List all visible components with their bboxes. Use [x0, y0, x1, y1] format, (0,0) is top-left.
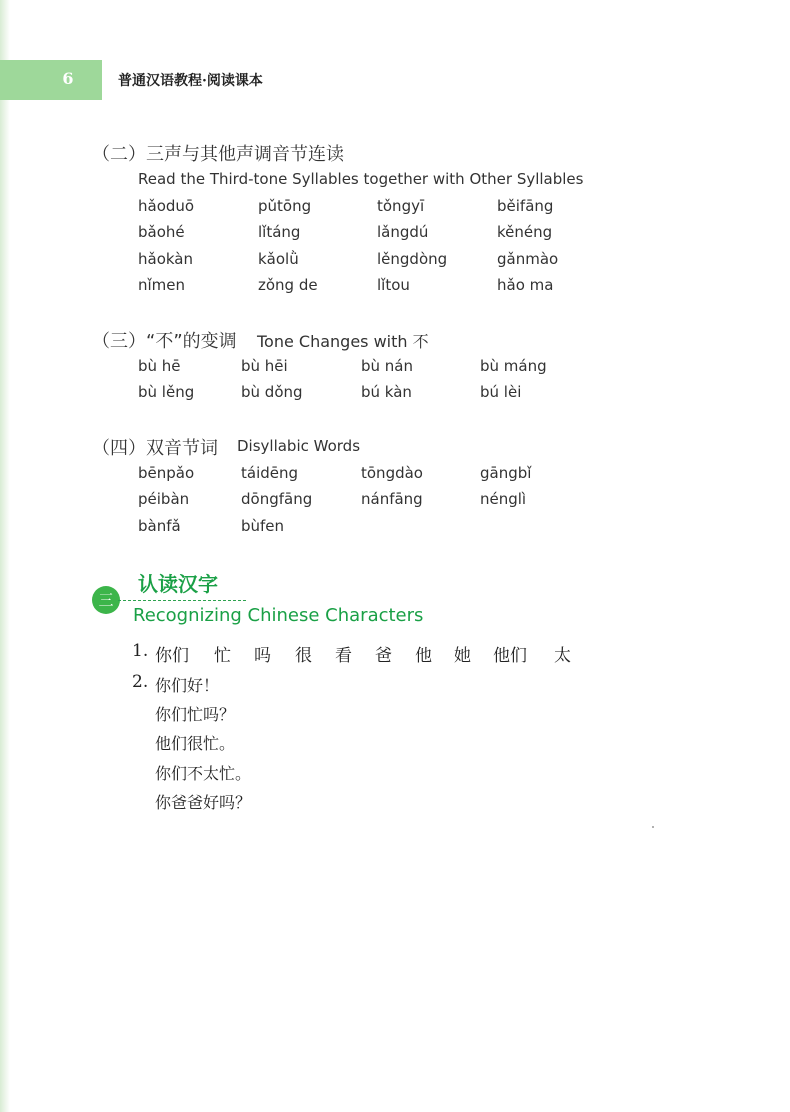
pinyin-item: lǐtou — [377, 276, 410, 294]
section-2-title-en: Read the Third-tone Syllables together with Other Syllables — [138, 170, 584, 188]
item-2-lead-sentence: 你们好！ — [155, 676, 220, 695]
pinyin-item: dōngfāng — [241, 490, 313, 508]
pinyin-item: bù hē — [138, 357, 181, 375]
pinyin-item: bù máng — [480, 357, 547, 375]
pinyin-item: gǎnmào — [497, 250, 559, 268]
pinyin-item: bǎohé — [138, 223, 185, 241]
pinyin-item: běifāng — [497, 197, 554, 215]
pinyin-item: zǒng de — [258, 276, 318, 294]
pinyin-item: tōngdào — [361, 464, 423, 482]
section-4-title-zh: （四）双音节词 — [92, 438, 218, 459]
pinyin-item: lǐtáng — [258, 223, 301, 241]
character-item: 很 — [295, 646, 312, 666]
header-band — [0, 60, 102, 100]
pinyin-item: bú kàn — [361, 383, 412, 401]
page-number: 6 — [62, 69, 74, 88]
character-item: 你们 — [155, 646, 189, 666]
pinyin-item: bànfǎ — [138, 517, 181, 535]
pinyin-item: táidēng — [241, 464, 299, 482]
part-3-title-zh: 认读汉字 — [138, 572, 218, 596]
pinyin-item: bù dǒng — [241, 383, 303, 401]
book-title: 普通汉语教程·阅读课本 — [118, 73, 263, 89]
pinyin-item: bù lěng — [138, 383, 195, 401]
pinyin-item: kěnéng — [497, 223, 553, 241]
pinyin-item: nénglì — [480, 490, 527, 508]
item-2-label: 2. — [132, 672, 149, 692]
character-item: 忙 — [214, 646, 231, 666]
pinyin-item: bú lèi — [480, 383, 522, 401]
character-item: 吗 — [254, 646, 271, 666]
pinyin-item: bùfen — [241, 517, 285, 535]
part-number-badge: 三 — [92, 586, 120, 614]
section-3-title-zh: （三）“不”的变调 — [92, 331, 237, 352]
pinyin-item: lǎngdú — [377, 223, 429, 241]
character-item: 他 — [415, 646, 432, 666]
practice-sentence: 你们忙吗？ — [155, 705, 236, 724]
page-edge-strip — [0, 0, 10, 1112]
pinyin-item: bù nán — [361, 357, 414, 375]
pinyin-item: gāngbǐ — [480, 464, 532, 482]
pinyin-item: pǔtōng — [258, 197, 312, 215]
character-item: 他们 — [493, 646, 527, 666]
pinyin-item: bù hēi — [241, 357, 288, 375]
item-1-label: 1. — [132, 641, 149, 661]
pinyin-item: nánfāng — [361, 490, 423, 508]
practice-sentence: 你们不太忙。 — [155, 764, 252, 783]
pinyin-item: hǎokàn — [138, 250, 193, 268]
section-2-title-zh: （二）三声与其他声调音节连读 — [92, 144, 344, 165]
pinyin-item: nǐmen — [138, 276, 186, 294]
heading-divider — [118, 600, 246, 601]
pinyin-item: hǎo ma — [497, 276, 554, 294]
character-item: 爸 — [375, 646, 392, 666]
section-3-title-en: Tone Changes with 不 — [257, 332, 429, 351]
character-item: 太 — [554, 646, 571, 666]
pinyin-item: hǎoduō — [138, 197, 195, 215]
section-4-title-en: Disyllabic Words — [237, 437, 361, 455]
pinyin-item: tǒngyī — [377, 197, 425, 215]
pinyin-item: bēnpǎo — [138, 464, 195, 482]
pinyin-item: kǎolǜ — [258, 250, 299, 268]
pinyin-item: lěngdòng — [377, 250, 448, 268]
character-item: 她 — [454, 646, 471, 666]
practice-sentence: 你爸爸好吗？ — [155, 793, 252, 812]
practice-sentence: 他们很忙。 — [155, 734, 236, 753]
pinyin-item: péibàn — [138, 490, 190, 508]
character-item: 看 — [335, 646, 352, 666]
scan-speck — [652, 826, 654, 828]
part-3-title-en: Recognizing Chinese Characters — [133, 605, 424, 626]
